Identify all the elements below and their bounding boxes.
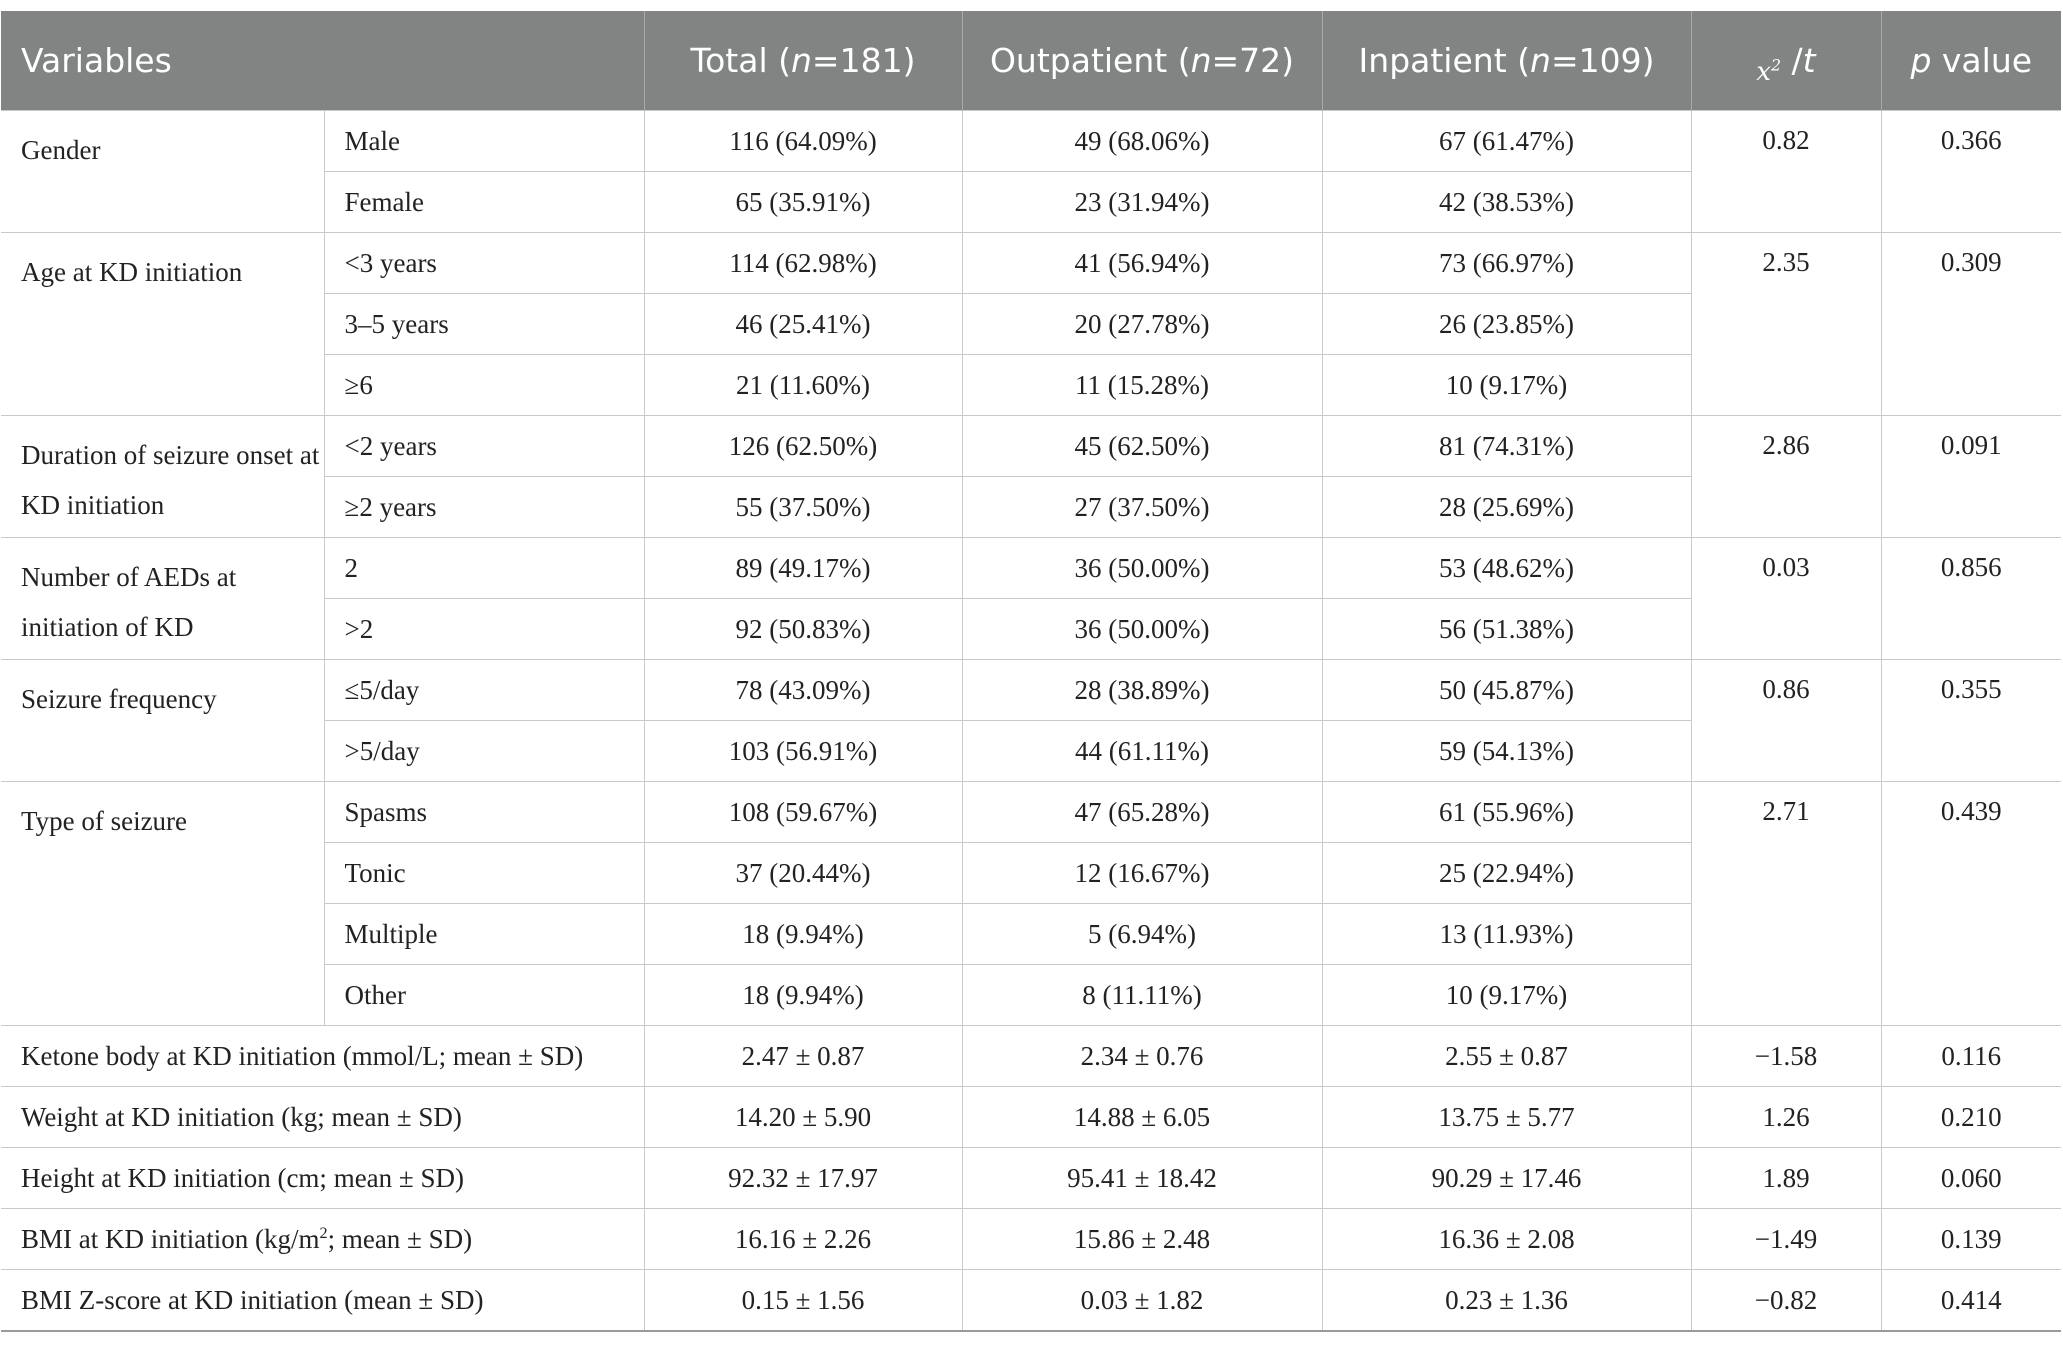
table-row	[1, 1148, 2061, 1209]
variable-cell: Number of AEDs at initiation of KD	[1, 538, 324, 660]
variable-cell: Duration of seizure onset at KD initiation	[1, 416, 324, 538]
outpatient-cell: 14.88 ± 6.05	[962, 1087, 1322, 1148]
inpatient-cell: 81 (74.31%)	[1322, 416, 1691, 477]
p-value-cell: 0.355	[1881, 660, 2061, 782]
p-value-cell: 0.414	[1881, 1270, 2061, 1332]
total-cell: 114 (62.98%)	[644, 233, 962, 294]
subcategory-cell: Female	[324, 172, 644, 233]
outpatient-cell: 8 (11.11%)	[962, 965, 1322, 1026]
inpatient-cell: 61 (55.96%)	[1322, 782, 1691, 843]
variable-cell: BMI at KD initiation ($kg/m^2$; mean ± SD)	[1, 1209, 644, 1270]
table-row	[1, 233, 2061, 294]
statistic-cell: 1.89	[1691, 1148, 1881, 1209]
total-cell: 18 (9.94%)	[644, 965, 962, 1026]
header-statistic: $_{x^2}$ /t	[1691, 11, 1881, 111]
outpatient-cell: 36 (50.00%)	[962, 599, 1322, 660]
total-cell: 89 (49.17%)	[644, 538, 962, 599]
subcategory-cell: Tonic	[324, 843, 644, 904]
outpatient-cell: 23 (31.94%)	[962, 172, 1322, 233]
table-body	[1, 111, 2061, 1332]
table-row	[1, 782, 2061, 843]
table-row	[1, 1270, 2061, 1332]
variable-cell: Gender	[1, 111, 324, 233]
p-value-cell: 0.309	[1881, 233, 2061, 416]
table-row	[1, 660, 2061, 721]
total-cell: 14.20 ± 5.90	[644, 1087, 962, 1148]
statistic-cell: 2.71	[1691, 782, 1881, 1026]
statistic-cell: −1.58	[1691, 1026, 1881, 1087]
total-cell: 65 (35.91%)	[644, 172, 962, 233]
total-cell: 78 (43.09%)	[644, 660, 962, 721]
statistic-cell: 0.82	[1691, 111, 1881, 233]
inpatient-cell: 42 (38.53%)	[1322, 172, 1691, 233]
statistic-cell: −1.49	[1691, 1209, 1881, 1270]
variable-cell: Weight at KD initiation (kg; mean ± SD)	[1, 1087, 644, 1148]
inpatient-cell: 73 (66.97%)	[1322, 233, 1691, 294]
inpatient-cell: 0.23 ± 1.36	[1322, 1270, 1691, 1332]
outpatient-cell: 0.03 ± 1.82	[962, 1270, 1322, 1332]
total-cell: 116 (64.09%)	[644, 111, 962, 172]
subcategory-cell: >5/day	[324, 721, 644, 782]
total-cell: 18 (9.94%)	[644, 904, 962, 965]
inpatient-cell: 13 (11.93%)	[1322, 904, 1691, 965]
subcategory-cell: <2 years	[324, 416, 644, 477]
inpatient-cell: 10 (9.17%)	[1322, 355, 1691, 416]
total-cell: 16.16 ± 2.26	[644, 1209, 962, 1270]
inpatient-cell: 26 (23.85%)	[1322, 294, 1691, 355]
p-value-cell: 0.366	[1881, 111, 2061, 233]
total-cell: 2.47 ± 0.87	[644, 1026, 962, 1087]
table-row	[1, 111, 2061, 172]
total-cell: 126 (62.50%)	[644, 416, 962, 477]
outpatient-cell: 12 (16.67%)	[962, 843, 1322, 904]
subcategory-cell: 2	[324, 538, 644, 599]
statistic-cell: 2.86	[1691, 416, 1881, 538]
inpatient-cell: 16.36 ± 2.08	[1322, 1209, 1691, 1270]
total-cell: 92 (50.83%)	[644, 599, 962, 660]
inpatient-cell: 28 (25.69%)	[1322, 477, 1691, 538]
outpatient-cell: 20 (27.78%)	[962, 294, 1322, 355]
statistic-cell: 2.35	[1691, 233, 1881, 416]
inpatient-cell: 53 (48.62%)	[1322, 538, 1691, 599]
subcategory-cell: ≤5/day	[324, 660, 644, 721]
inpatient-cell: 25 (22.94%)	[1322, 843, 1691, 904]
header-p-value: p value	[1881, 11, 2061, 111]
table-row	[1, 538, 2061, 599]
outpatient-cell: 45 (62.50%)	[962, 416, 1322, 477]
total-cell: 103 (56.91%)	[644, 721, 962, 782]
variable-cell: Height at KD initiation (cm; mean ± SD)	[1, 1148, 644, 1209]
total-cell: 92.32 ± 17.97	[644, 1148, 962, 1209]
header-outpatient: Outpatient (n=72)	[962, 11, 1322, 111]
p-value-cell: 0.091	[1881, 416, 2061, 538]
inpatient-cell: 13.75 ± 5.77	[1322, 1087, 1691, 1148]
subcategory-cell: >2	[324, 599, 644, 660]
variable-cell: Seizure frequency	[1, 660, 324, 782]
outpatient-cell: 95.41 ± 18.42	[962, 1148, 1322, 1209]
characteristics-table	[1, 11, 2061, 1332]
subcategory-cell: Other	[324, 965, 644, 1026]
statistic-cell: −0.82	[1691, 1270, 1881, 1332]
p-value-cell: 0.116	[1881, 1026, 2061, 1087]
p-value-cell: 0.139	[1881, 1209, 2061, 1270]
inpatient-cell: 67 (61.47%)	[1322, 111, 1691, 172]
header-row	[1, 11, 2061, 111]
outpatient-cell: 41 (56.94%)	[962, 233, 1322, 294]
header-total: Total (n=181)	[644, 11, 962, 111]
total-cell: 37 (20.44%)	[644, 843, 962, 904]
header-variables: Variables	[1, 11, 644, 111]
total-cell: 21 (11.60%)	[644, 355, 962, 416]
inpatient-cell: 2.55 ± 0.87	[1322, 1026, 1691, 1087]
total-cell: 108 (59.67%)	[644, 782, 962, 843]
table-row	[1, 1026, 2061, 1087]
subcategory-cell: Multiple	[324, 904, 644, 965]
outpatient-cell: 2.34 ± 0.76	[962, 1026, 1322, 1087]
table-row	[1, 1209, 2061, 1270]
p-value-cell: 0.856	[1881, 538, 2061, 660]
header-inpatient: Inpatient (n=109)	[1322, 11, 1691, 111]
p-value-cell: 0.439	[1881, 782, 2061, 1026]
statistic-cell: 1.26	[1691, 1087, 1881, 1148]
outpatient-cell: 47 (65.28%)	[962, 782, 1322, 843]
subcategory-cell: 3–5 years	[324, 294, 644, 355]
inpatient-cell: 56 (51.38%)	[1322, 599, 1691, 660]
statistic-cell: 0.03	[1691, 538, 1881, 660]
inpatient-cell: 50 (45.87%)	[1322, 660, 1691, 721]
subcategory-cell: ≥6	[324, 355, 644, 416]
outpatient-cell: 49 (68.06%)	[962, 111, 1322, 172]
outpatient-cell: 15.86 ± 2.48	[962, 1209, 1322, 1270]
subcategory-cell: <3 years	[324, 233, 644, 294]
table-row	[1, 416, 2061, 477]
table-row	[1, 1087, 2061, 1148]
outpatient-cell: 11 (15.28%)	[962, 355, 1322, 416]
variable-cell: BMI Z-score at KD initiation (mean ± SD)	[1, 1270, 644, 1332]
variable-cell: Age at KD initiation	[1, 233, 324, 416]
outpatient-cell: 44 (61.11%)	[962, 721, 1322, 782]
variable-cell: Ketone body at KD initiation (mmol/L; mean ± SD)	[1, 1026, 644, 1087]
inpatient-cell: 90.29 ± 17.46	[1322, 1148, 1691, 1209]
subcategory-cell: Male	[324, 111, 644, 172]
variable-cell: Type of seizure	[1, 782, 324, 1026]
subcategory-cell: ≥2 years	[324, 477, 644, 538]
outpatient-cell: 28 (38.89%)	[962, 660, 1322, 721]
statistic-cell: 0.86	[1691, 660, 1881, 782]
subcategory-cell: Spasms	[324, 782, 644, 843]
outpatient-cell: 27 (37.50%)	[962, 477, 1322, 538]
inpatient-cell: 10 (9.17%)	[1322, 965, 1691, 1026]
outpatient-cell: 36 (50.00%)	[962, 538, 1322, 599]
total-cell: 46 (25.41%)	[644, 294, 962, 355]
inpatient-cell: 59 (54.13%)	[1322, 721, 1691, 782]
total-cell: 0.15 ± 1.56	[644, 1270, 962, 1332]
p-value-cell: 0.060	[1881, 1148, 2061, 1209]
p-value-cell: 0.210	[1881, 1087, 2061, 1148]
outpatient-cell: 5 (6.94%)	[962, 904, 1322, 965]
total-cell: 55 (37.50%)	[644, 477, 962, 538]
